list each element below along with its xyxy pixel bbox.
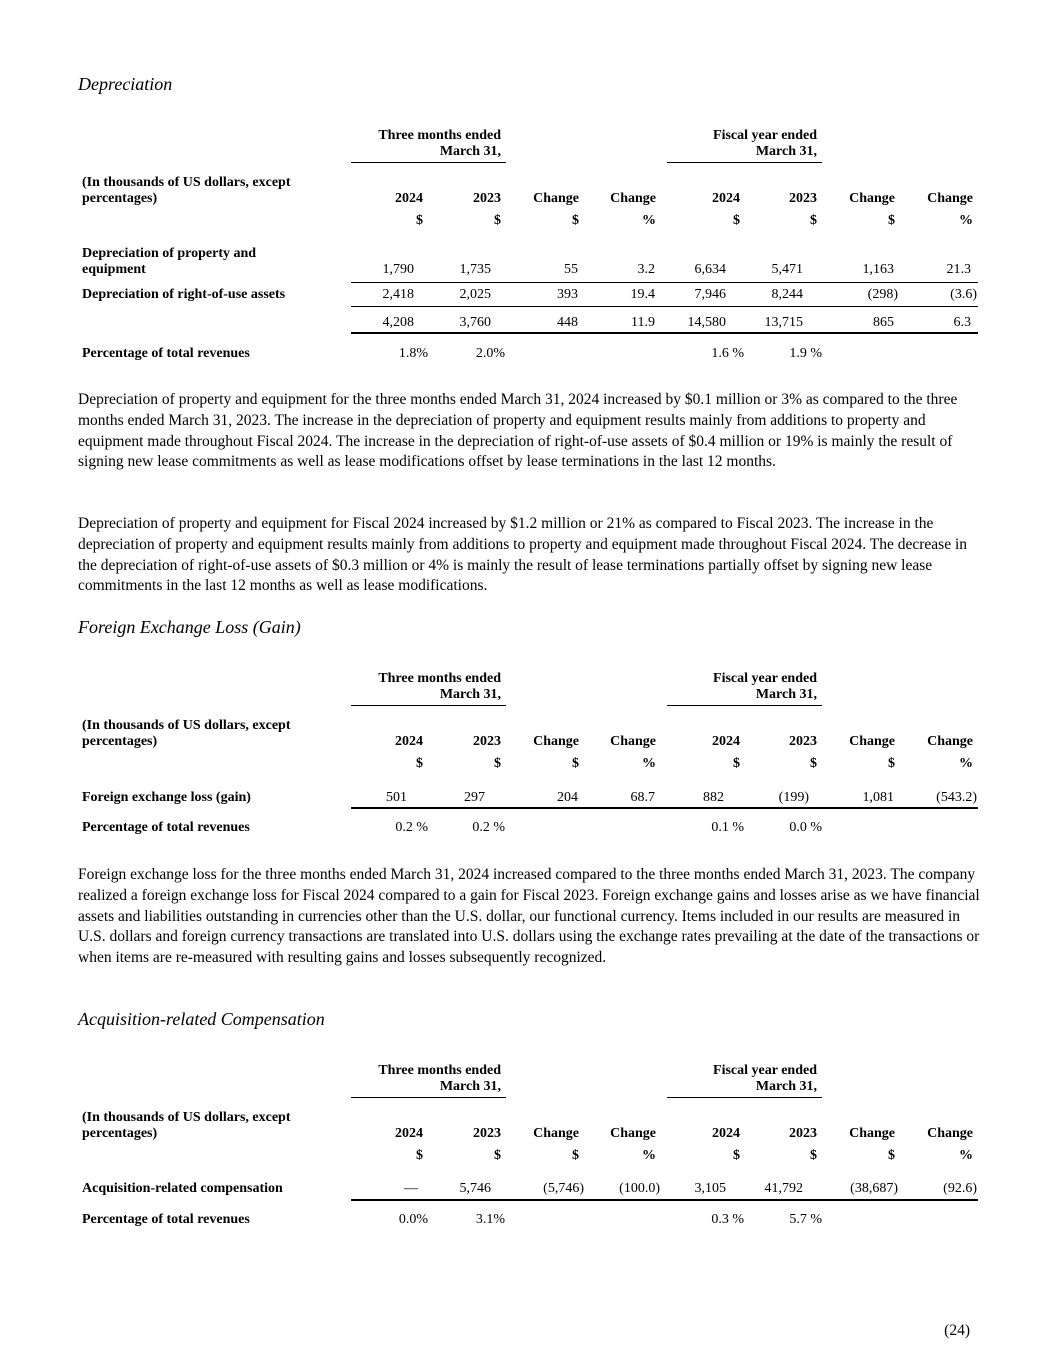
unit-symbol: $ xyxy=(810,213,817,228)
group-header-three-months-date: March 31, xyxy=(439,144,501,159)
unit-label: (In thousands of US dollars, except xyxy=(82,718,291,733)
group-header-three-months-date: March 31, xyxy=(439,687,501,702)
total-cell: 448 xyxy=(557,315,578,330)
row-label: Depreciation of right-of-use assets xyxy=(82,287,286,302)
section-heading-foreign-exchange: Foreign Exchange Loss (Gain) xyxy=(78,617,301,637)
pct-cell: 0.3 % xyxy=(711,1212,744,1227)
cell: 55 xyxy=(564,262,578,277)
pct-cell: 1.9 % xyxy=(789,346,822,361)
total-cell: 3,760 xyxy=(459,315,491,330)
cell: 393 xyxy=(557,287,578,302)
column-header: Change xyxy=(610,734,656,749)
paragraph: Depreciation of property and equipment for the three months ended March 31, 2024 increased by $0.1 million or 3% as compared to the three months ended March 31, 2023. The increase in the depreciation of property and equipment results mainly from additions to property and equipment made throughout Fiscal 2024. The increase in the depreciation of right-of-use assets of $0.4 million or 19% is mainly the result of signing new lease commitments as well as lease modifications offset by lease terminations in the last 12 months. xyxy=(78,391,958,471)
group-underline xyxy=(667,1097,822,1098)
column-header: Change xyxy=(533,734,579,749)
row-label: Foreign exchange loss (gain) xyxy=(82,790,251,805)
total-cell: 865 xyxy=(873,315,894,330)
pct-cell: 5.7 % xyxy=(789,1212,822,1227)
row-label: Acquisition-related compensation xyxy=(82,1181,283,1196)
pct-cell: 0.2 % xyxy=(472,820,505,835)
row-label: equipment xyxy=(82,262,146,277)
total-cell: 13,715 xyxy=(764,315,803,330)
cell: 8,244 xyxy=(771,287,803,302)
section-heading-depreciation: Depreciation xyxy=(78,74,173,94)
unit-symbol: % xyxy=(959,1148,973,1163)
column-header: 2023 xyxy=(473,191,501,206)
unit-symbol: $ xyxy=(416,213,423,228)
group-header-fiscal-year-date: March 31, xyxy=(755,687,817,702)
section-heading-acquisition-compensation: Acquisition-related Compensation xyxy=(78,1009,325,1029)
unit-symbol: $ xyxy=(810,1148,817,1163)
group-header-three-months: Three months ended xyxy=(378,128,501,143)
unit-symbol: $ xyxy=(494,756,501,771)
column-header: Change xyxy=(927,734,973,749)
column-header: 2024 xyxy=(712,191,740,206)
column-header: Change xyxy=(849,1126,895,1141)
unit-symbol: $ xyxy=(572,213,579,228)
unit-symbol: $ xyxy=(416,1148,423,1163)
unit-symbol: $ xyxy=(733,1148,740,1163)
column-header: 2024 xyxy=(395,1126,423,1141)
cell: 3,105 xyxy=(694,1181,726,1196)
pct-row-label: Percentage of total revenues xyxy=(82,346,250,361)
unit-label: percentages) xyxy=(82,1126,158,1141)
cell: (38,687) xyxy=(850,1181,898,1196)
cell: 3.2 xyxy=(637,262,655,277)
row-label: Depreciation of property and xyxy=(82,246,257,261)
column-header: Change xyxy=(610,1126,656,1141)
pct-row-label: Percentage of total revenues xyxy=(82,820,250,835)
cell: 297 xyxy=(464,790,485,805)
cell: 2,025 xyxy=(459,287,491,302)
page-number: (24) xyxy=(944,1322,970,1339)
paragraph: Depreciation of property and equipment for Fiscal 2024 increased by $1.2 million or 21% as compared to Fiscal 2023. The increase in the depreciation of property and equipment results mainly from additions to property and equipment made throughout Fiscal 2024. The decrease in the depreciation of right-of-use assets of $0.3 million or 4% is mainly the result of lease terminations partially offset by signing new lease commitments in the last 12 months as well as lease modifications. xyxy=(78,515,968,595)
group-header-fiscal-year-date: March 31, xyxy=(755,144,817,159)
cell: 1,790 xyxy=(382,262,414,277)
unit-symbol: $ xyxy=(888,756,895,771)
column-header: Change xyxy=(610,191,656,206)
unit-symbol: $ xyxy=(416,756,423,771)
pct-row-label: Percentage of total revenues xyxy=(82,1212,250,1227)
pct-cell: 2.0% xyxy=(475,346,505,361)
column-header: 2024 xyxy=(395,191,423,206)
cell: 7,946 xyxy=(694,287,726,302)
pct-cell: 0.2 % xyxy=(395,820,428,835)
row-rule xyxy=(351,807,978,809)
unit-symbol: % xyxy=(642,756,656,771)
cell: 41,792 xyxy=(764,1181,803,1196)
pct-cell: 0.1 % xyxy=(711,820,744,835)
cell: (3.6) xyxy=(950,287,977,302)
pct-cell: 1.6 % xyxy=(711,346,744,361)
column-header: 2024 xyxy=(712,734,740,749)
group-underline xyxy=(351,705,506,706)
row-rule xyxy=(351,1199,978,1201)
cell: (92.6) xyxy=(943,1181,977,1196)
unit-symbol: % xyxy=(642,213,656,228)
cell: (199) xyxy=(778,790,809,805)
unit-symbol: $ xyxy=(733,213,740,228)
paragraph: Foreign exchange loss for the three months ended March 31, 2024 increased compared to the three months ended March 31, 2023. The company realized a foreign exchange loss for Fiscal 2024 compared to a gain for Fiscal 2023. Foreign exchange gains and losses arise as we have financial assets and liabilities outstanding in currencies other than the U.S. dollar, our functional currency. Items included in our results are measured in U.S. dollars and foreign currency transactions are translated into U.S. dollars using the exchange rates prevailing at the date of the transactions or when items are re-measured with resulting gains and losses subsequently recognized. xyxy=(78,866,980,967)
unit-symbol: $ xyxy=(572,756,579,771)
unit-symbol: % xyxy=(642,1148,656,1163)
cell: 6,634 xyxy=(694,262,726,277)
column-header: Change xyxy=(533,191,579,206)
total-cell: 6.3 xyxy=(953,315,971,330)
total-cell: 11.9 xyxy=(631,315,655,330)
cell: 21.3 xyxy=(946,262,971,277)
unit-symbol: $ xyxy=(733,756,740,771)
cell: 5,471 xyxy=(771,262,803,277)
group-underline xyxy=(667,162,822,163)
unit-symbol: $ xyxy=(810,756,817,771)
column-header: 2023 xyxy=(473,1126,501,1141)
unit-symbol: $ xyxy=(888,213,895,228)
cell: 5,746 xyxy=(459,1181,491,1196)
pct-cell: 3.1% xyxy=(475,1212,505,1227)
column-header: 2023 xyxy=(473,734,501,749)
group-header-fiscal-year: Fiscal year ended xyxy=(713,1063,817,1078)
column-header: Change xyxy=(927,191,973,206)
column-header: 2023 xyxy=(789,734,817,749)
column-header: 2023 xyxy=(789,191,817,206)
cell: 1,081 xyxy=(862,790,894,805)
cell: (543.2) xyxy=(936,790,977,805)
cell: (5,746) xyxy=(543,1181,584,1196)
unit-symbol: $ xyxy=(888,1148,895,1163)
cell: 19.4 xyxy=(630,287,655,302)
row-rule xyxy=(351,306,978,307)
column-header: Change xyxy=(849,191,895,206)
group-header-fiscal-year: Fiscal year ended xyxy=(713,128,817,143)
group-underline xyxy=(351,1097,506,1098)
unit-symbol: $ xyxy=(572,1148,579,1163)
unit-label: (In thousands of US dollars, except xyxy=(82,1110,291,1125)
unit-symbol: $ xyxy=(494,1148,501,1163)
group-header-three-months: Three months ended xyxy=(378,1063,501,1078)
cell: 882 xyxy=(703,790,724,805)
pct-cell: 0.0 % xyxy=(789,820,822,835)
cell: 204 xyxy=(557,790,578,805)
group-header-three-months: Three months ended xyxy=(378,671,501,686)
row-rule xyxy=(351,282,978,283)
total-rule xyxy=(351,332,978,334)
cell: 501 xyxy=(386,790,407,805)
column-header: Change xyxy=(533,1126,579,1141)
column-header: 2024 xyxy=(712,1126,740,1141)
group-header-fiscal-year: Fiscal year ended xyxy=(713,671,817,686)
cell: 1,163 xyxy=(862,262,894,277)
unit-symbol: % xyxy=(959,213,973,228)
cell: 68.7 xyxy=(630,790,655,805)
unit-label: percentages) xyxy=(82,191,158,206)
total-cell: 14,580 xyxy=(687,315,726,330)
pct-cell: 0.0% xyxy=(398,1212,428,1227)
unit-label: (In thousands of US dollars, except xyxy=(82,175,291,190)
group-underline xyxy=(667,705,822,706)
cell: 1,735 xyxy=(459,262,491,277)
pct-cell: 1.8% xyxy=(398,346,428,361)
cell: (298) xyxy=(867,287,898,302)
group-underline xyxy=(351,162,506,163)
cell: (100.0) xyxy=(619,1181,660,1196)
group-header-fiscal-year-date: March 31, xyxy=(755,1079,817,1094)
cell: 2,418 xyxy=(382,287,414,302)
unit-symbol: $ xyxy=(494,213,501,228)
unit-label: percentages) xyxy=(82,734,158,749)
unit-symbol: % xyxy=(959,756,973,771)
total-cell: 4,208 xyxy=(382,315,414,330)
cell: — xyxy=(404,1181,418,1196)
group-header-three-months-date: March 31, xyxy=(439,1079,501,1094)
column-header: Change xyxy=(849,734,895,749)
column-header: Change xyxy=(927,1126,973,1141)
column-header: 2023 xyxy=(789,1126,817,1141)
column-header: 2024 xyxy=(395,734,423,749)
